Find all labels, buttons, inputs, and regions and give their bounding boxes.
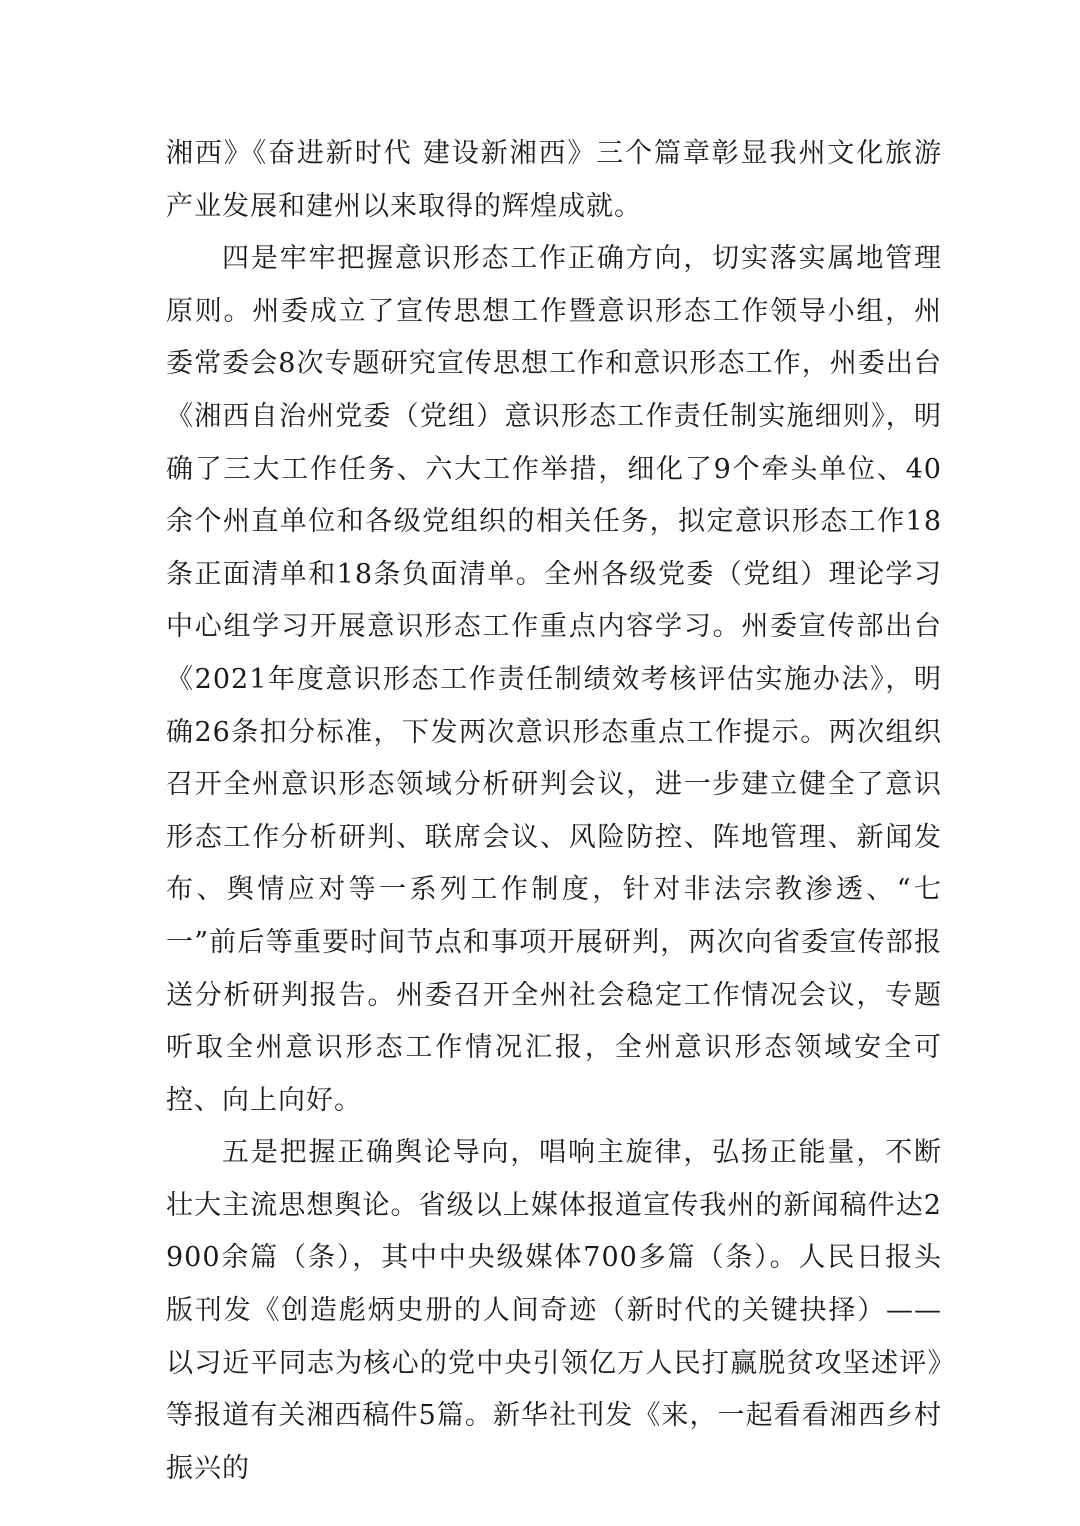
paragraph-point-five: 五是把握正确舆论导向，唱响主旋律，弘扬正能量，不断壮大主流思想舆论。省级以上媒体报道宣传我州的新闻稿件达2900余篇（条），其中中央级媒体700多篇（条）。人民日报头版刊发《创造彪炳史册的人间奇迹（新时代的关键抉择）——以习近平同志为核心的党中央引领亿万人民打赢脱贫攻坚述评》等报道有关湘西稿件5篇。新华社刊发《来，一起看看湘西乡村振兴的 [166,1137,942,1484]
paragraph-continuation: 湘西》《奋进新时代 建设新湘西》三个篇章彰显我州文化旅游产业发展和建州以来取得的辉煌成就。 [166,138,942,222]
paragraph-point-four: 四是牢牢把握意识形态工作正确方向，切实落实属地管理原则。州委成立了宣传思想工作暨意识形态工作领导小组，州委常委会8次专题研究宣传思想工作和意识形态工作，州委出台《湘西自治州党委（党组）意识形态工作责任制实施细则》，明确了三大工作任务、六大工作举措，细化了9个牵头单位、40余个州直单位和各级党组织的相关任务，拟定意识形态工作18条正面清单和18条负面清单。全州各级党委（党组）理论学习中心组学习开展意识形态工作重点内容学习。州委宣传部出台《2021年度意识形态工作责任制绩效考核评估实施办法》，明确26条扣分标准，下发两次意识形态重点工作提示。两次组织召开全州意识形态领域分析研判会议，进一步建立健全了意识形态工作分析研判、联席会议、风险防控、阵地管理、新闻发布、舆情应对等一系列工作制度，针对非法宗教渗透、“七一”前后等重要时间节点和事项开展研判，两次向省委宣传部报送分析研判报告。州委召开全州社会稳定工作情况会议，专题听取全州意识形态工作情况汇报，全州意识形态领域安全可控、向上向好。 [166,243,942,1116]
document-body [166,128,942,1495]
